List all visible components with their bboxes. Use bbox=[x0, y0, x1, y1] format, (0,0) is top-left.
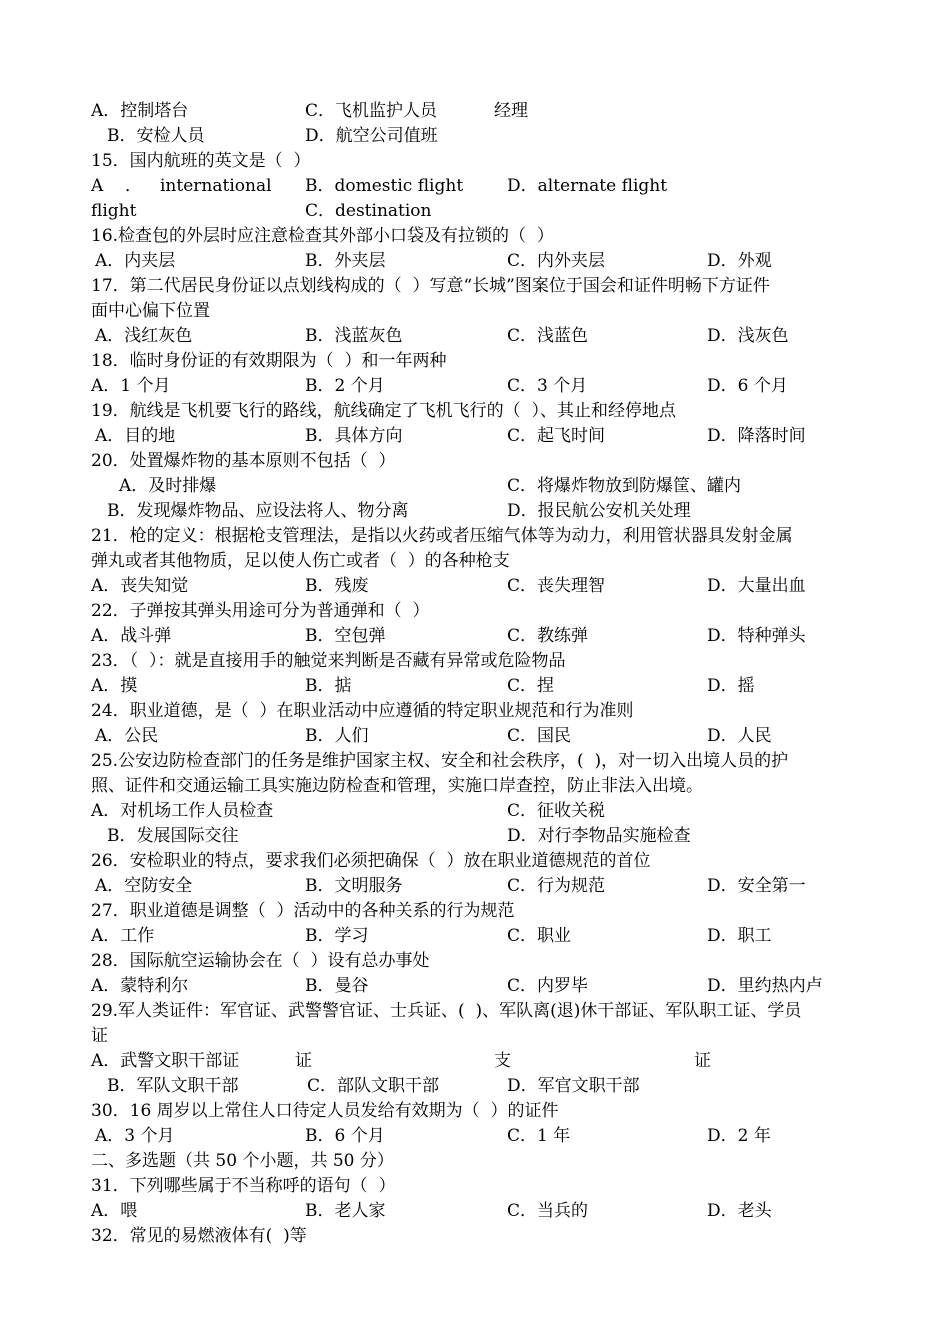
text-segment: D．外观 bbox=[707, 251, 772, 271]
text-segment: A．武警文职干部证 bbox=[91, 1051, 240, 1071]
text-segment: B．domestic flight bbox=[305, 176, 464, 196]
text-segment: 照、证件和交通运输工具实施边防检查和管理，实施口岸查控，防止非法入出境。 bbox=[91, 776, 703, 796]
text-segment: 31．下列哪些属于不当称呼的语句（ ） bbox=[91, 1176, 396, 1196]
text-segment: 23．（ ）：就是直接用手的触觉来判断是否藏有异常或危险物品 bbox=[91, 651, 566, 671]
text-segment: C．职业 bbox=[507, 926, 572, 946]
text-segment: D．人民 bbox=[707, 726, 772, 746]
text-segment: A．1 个月 bbox=[91, 376, 171, 396]
text-segment: 17．第二代居民身份证以点划线构成的（ ）写意“长城”图案位于国会和证件明畅下方证件 bbox=[91, 276, 770, 296]
text-segment: 28．国际航空运输协会在（ ）设有总办事处 bbox=[91, 951, 430, 971]
text-segment: D．2 年 bbox=[707, 1126, 771, 1146]
text-segment: B．发现爆炸物品、应设法将人、物分离 bbox=[107, 501, 409, 521]
text-segment: C．起飞时间 bbox=[507, 426, 606, 446]
text-segment: A．摸 bbox=[91, 676, 138, 696]
text-segment: ． bbox=[125, 176, 142, 196]
text-segment: C．当兵的 bbox=[507, 1201, 589, 1221]
text-segment: C．将爆炸物放到防爆筐、罐内 bbox=[507, 476, 742, 496]
text-segment: B．安检人员 bbox=[107, 126, 205, 146]
text-segment: A．目的地 bbox=[95, 426, 176, 446]
text-segment: B．军队文职干部 bbox=[107, 1076, 239, 1096]
text-segment: 经理 bbox=[494, 101, 528, 121]
text-segment: A．浅红灰色 bbox=[95, 326, 193, 346]
text-segment: C．1 年 bbox=[507, 1126, 571, 1146]
text-segment: D．大量出血 bbox=[707, 576, 806, 596]
text-segment: C．浅蓝色 bbox=[507, 326, 589, 346]
text-segment: 16.检查包的外层时应注意检查其外部小口袋及有拉锁的（ ） bbox=[91, 226, 554, 246]
text-segment: C．捏 bbox=[507, 676, 555, 696]
text-segment: 证 bbox=[694, 1051, 711, 1071]
text-segment: C．内外夹层 bbox=[507, 251, 606, 271]
text-segment: 29.军人类证件：军官证、武警警官证、士兵证、( )、军队离(退)休干部证、军队职工证、学员 bbox=[91, 1001, 802, 1021]
text-segment: A bbox=[91, 176, 104, 196]
text-segment: C．部队文职干部 bbox=[307, 1076, 440, 1096]
text-segment: 面中心偏下位置 bbox=[91, 301, 210, 321]
text-segment: A．3 个月 bbox=[95, 1126, 175, 1146]
text-segment: B．2 个月 bbox=[305, 376, 385, 396]
text-segment: 32．常见的易燃液体有( )等 bbox=[91, 1226, 307, 1246]
text-segment: flight bbox=[91, 201, 137, 221]
text-segment: 22．子弹按其弹头用途可分为普通弹和（ ） bbox=[91, 601, 430, 621]
text-segment: C．丧失理智 bbox=[507, 576, 606, 596]
text-segment: international bbox=[160, 176, 272, 196]
text-segment: 弹丸或者其他物质，足以使人伤亡或者（ ）的各种枪支 bbox=[91, 551, 510, 571]
text-segment: C．国民 bbox=[507, 726, 572, 746]
text-segment: C．3 个月 bbox=[507, 376, 588, 396]
text-segment: D．摇 bbox=[707, 676, 755, 696]
text-segment: C．征收关税 bbox=[507, 801, 606, 821]
text-segment: A．对机场工作人员检查 bbox=[91, 801, 274, 821]
text-segment: 15．国内航班的英文是（ ） bbox=[91, 151, 311, 171]
text-segment: 21．枪的定义：根据枪支管理法，是指以火药或者压缩气体等为动力，利用管状器具发射金属 bbox=[91, 526, 793, 546]
text-segment: 20．处置爆炸物的基本原则不包括（ ） bbox=[91, 451, 396, 471]
text-segment: B．残废 bbox=[305, 576, 369, 596]
text-segment: B．空包弹 bbox=[305, 626, 386, 646]
text-segment: C．destination bbox=[305, 201, 432, 221]
text-segment: 26．安检职业的特点，要求我们必须把确保（ ）放在职业道德规范的首位 bbox=[91, 851, 651, 871]
text-segment: D．军官文职干部 bbox=[507, 1076, 640, 1096]
text-segment: 19．航线是飞机要飞行的路线，航线确定了飞机飞行的（ ）、其止和经停地点 bbox=[91, 401, 676, 421]
text-segment: D．降落时间 bbox=[707, 426, 806, 446]
text-segment: B．文明服务 bbox=[305, 876, 403, 896]
text-segment: A．丧失知觉 bbox=[91, 576, 189, 596]
text-segment: D．里约热内卢 bbox=[707, 976, 823, 996]
text-segment: 27．职业道德是调整（ ）活动中的各种关系的行为规范 bbox=[91, 901, 515, 921]
text-segment: B．掂 bbox=[305, 676, 352, 696]
text-segment: C．教练弹 bbox=[507, 626, 589, 646]
text-segment: 18．临时身份证的有效期限为（ ）和一年两种 bbox=[91, 351, 447, 371]
text-segment: A．公民 bbox=[95, 726, 159, 746]
text-segment: B．人们 bbox=[305, 726, 369, 746]
text-segment: C．飞机监护人员 bbox=[305, 101, 438, 121]
text-segment: A．战斗弹 bbox=[91, 626, 172, 646]
text-segment: A．空防安全 bbox=[95, 876, 193, 896]
text-segment: D．6 个月 bbox=[707, 376, 788, 396]
text-segment: B．外夹层 bbox=[305, 251, 386, 271]
text-segment: A．内夹层 bbox=[95, 251, 176, 271]
text-segment: A．及时排爆 bbox=[119, 476, 217, 496]
text-segment: C．行为规范 bbox=[507, 876, 606, 896]
text-segment: D．特种弹头 bbox=[707, 626, 806, 646]
text-segment: D．安全第一 bbox=[707, 876, 806, 896]
text-segment: A．控制塔台 bbox=[91, 101, 189, 121]
text-segment: D．职工 bbox=[707, 926, 772, 946]
text-segment: A．蒙特利尔 bbox=[91, 976, 189, 996]
text-segment: A．工作 bbox=[91, 926, 155, 946]
text-segment: B．发展国际交往 bbox=[107, 826, 239, 846]
text-segment: D．浅灰色 bbox=[707, 326, 789, 346]
text-segment: 24．职业道德，是（ ）在职业活动中应遵循的特定职业规范和行为准则 bbox=[91, 701, 634, 721]
text-segment: D．航空公司值班 bbox=[305, 126, 438, 146]
text-segment: D．老头 bbox=[707, 1201, 772, 1221]
text-segment: B．老人家 bbox=[305, 1201, 386, 1221]
text-segment: B．浅蓝灰色 bbox=[305, 326, 403, 346]
text-segment: 证 bbox=[295, 1051, 312, 1071]
text-segment: 25.公安边防检查部门的任务是维护国家主权、安全和社会秩序，( )，对一切入出境人员的护 bbox=[91, 751, 789, 771]
text-segment: D．alternate flight bbox=[507, 176, 668, 196]
text-segment: C．内罗毕 bbox=[507, 976, 589, 996]
text-segment: B．学习 bbox=[305, 926, 369, 946]
text-segment: 二、多选题（共 50 个小题，共 50 分） bbox=[91, 1151, 394, 1171]
text-segment: B．具体方向 bbox=[305, 426, 403, 446]
text-segment: B．曼谷 bbox=[305, 976, 369, 996]
text-segment: 30．16 周岁以上常住人口待定人员发给有效期为（ ）的证件 bbox=[91, 1101, 559, 1121]
text-segment: 证 bbox=[91, 1026, 108, 1046]
text-segment: 支 bbox=[494, 1051, 511, 1071]
text-segment: A．喂 bbox=[91, 1201, 138, 1221]
text-segment: B．6 个月 bbox=[305, 1126, 385, 1146]
text-segment: D．报民航公安机关处理 bbox=[507, 501, 691, 521]
text-segment: D．对行李物品实施检查 bbox=[507, 826, 691, 846]
